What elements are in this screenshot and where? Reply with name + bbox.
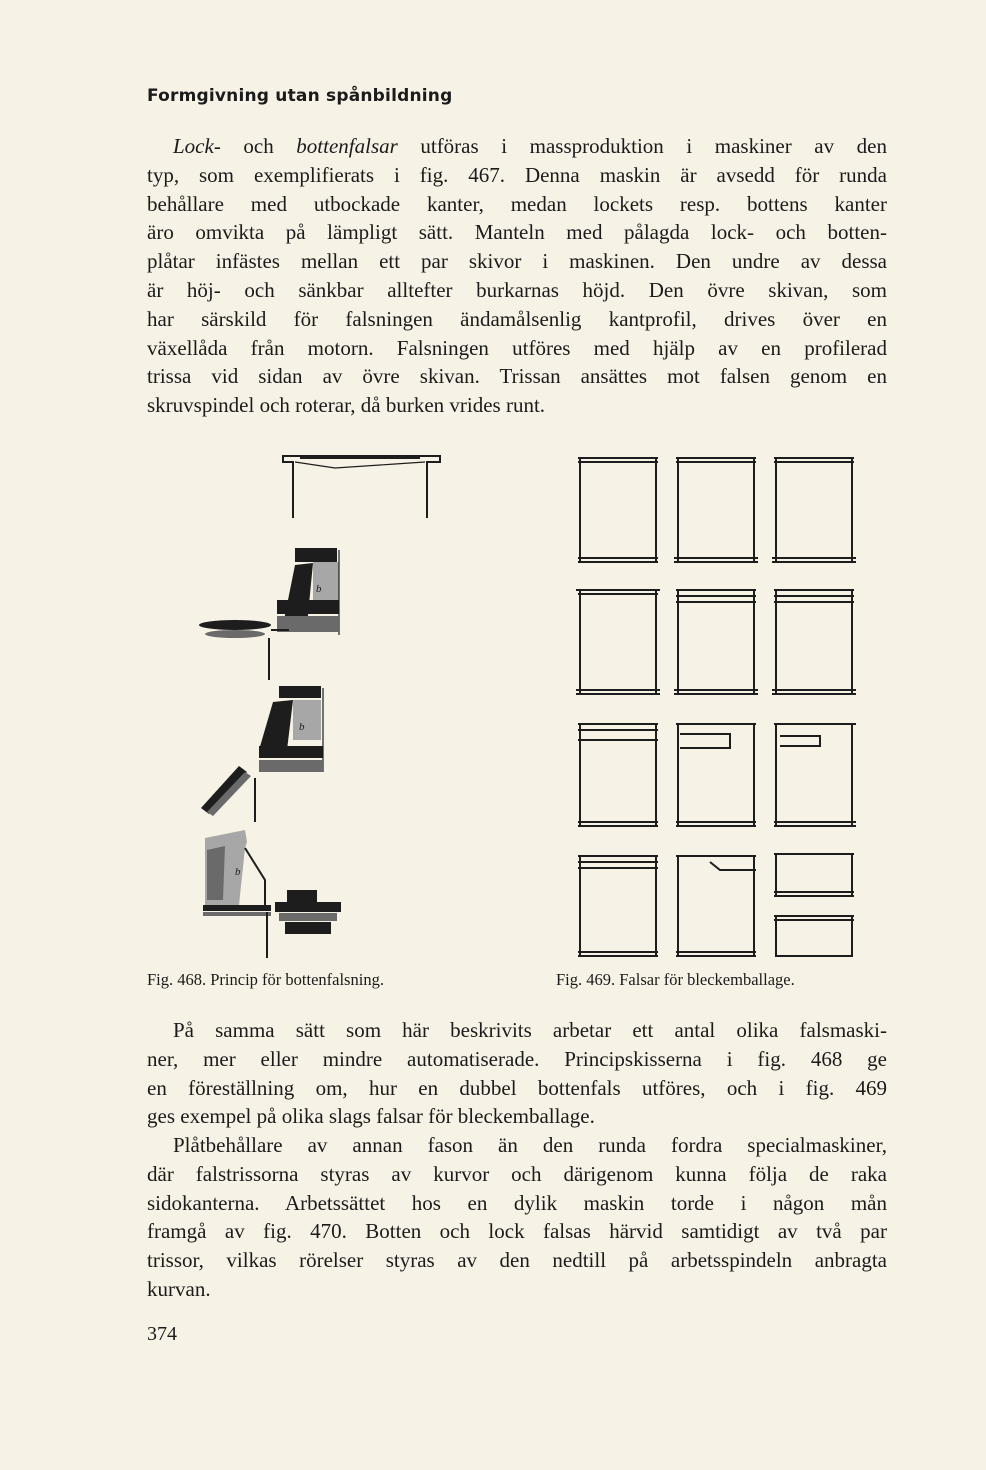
fig468-label-b: b [235, 866, 241, 878]
paragraph-3-line: sidokanterna. Arbetssättet hos en dylik maskin torde i någon mån [147, 1190, 887, 1215]
paragraph-1-line: behållare med utbockade kanter, medan lockets resp. bottens kanter [147, 191, 887, 216]
fig468-stage-3 [203, 830, 341, 958]
paragraph-1-line: plåtar infästes mellan ett par skivor i maskinen. Den undre av dessa [147, 249, 887, 274]
page-number: 374 [147, 1323, 177, 1345]
paragraph-1 [147, 132, 887, 420]
figure-468-drawing [195, 450, 455, 965]
paragraph-1-line: har särskild för falsningen ändamålsenlig kantprofil, drives över en [147, 306, 887, 331]
text-run: utföras i massproduktion i maskiner av den [397, 134, 887, 158]
paragraph-2-line: en föreställning om, hur en dubbel bottenfals utföres, och i fig. 469 [147, 1075, 887, 1100]
paragraph-3-line: framgå av fig. 470. Botten och lock falsas härvid samtidigt av två par [147, 1219, 887, 1244]
paragraph-2 [147, 1016, 887, 1131]
fig469-row-2 [576, 590, 856, 694]
paragraph-2-line: På samma sätt som här beskrivits arbetar ett antal olika falsmaski- [173, 1018, 887, 1042]
fig469-row-1 [578, 458, 856, 562]
italic-term: bottenfalsar [296, 134, 398, 158]
paragraph-1-line: äro omvikta på lämpligt sätt. Manteln med pålagda lock- och botten- [147, 220, 887, 245]
italic-term: Lock- [173, 134, 221, 158]
paragraph-3-line: kurvan. [147, 1276, 211, 1301]
paragraph-3 [147, 1131, 887, 1304]
paragraph-2-line: ges exempel på olika slags falsar för bleckemballage. [147, 1104, 595, 1129]
paragraph-3-line: Plåtbehållare av annan fason än den runda fordra specialmaskiner, [173, 1133, 887, 1157]
fig469-row-4 [578, 854, 854, 956]
running-head: Formgivning utan spånbildning [147, 86, 453, 106]
paragraph-3-line: där falstrissorna styras av kurvor och därigenom kunna följa de raka [147, 1161, 887, 1186]
fig468-stage-2 [201, 686, 323, 822]
text-run: och [220, 134, 297, 158]
paragraph-1-line: växellåda från motorn. Falsningen utföres med hjälp av en profilerad [147, 335, 887, 360]
paragraph-1-line: trissa vid sidan av övre skivan. Trissan ansättes mot falsen genom en [147, 364, 887, 389]
fig468-container-outline [283, 456, 440, 518]
figure-469-caption: Fig. 469. Falsar för bleckemballage. [556, 970, 795, 989]
paragraph-1-line: typ, som exemplifierats i fig. 467. Denna maskin är avsedd för runda [147, 162, 887, 187]
paragraph-1-line: är höj- och sänkbar alltefter burkarnas höjd. Den övre skivan, som [147, 277, 887, 302]
fig468-label-b: b [299, 721, 305, 733]
fig468-label-b: b [316, 583, 322, 595]
figure-469-drawing [570, 450, 865, 962]
paragraph-1-line [147, 132, 887, 161]
fig468-stage-1 [199, 548, 339, 680]
paragraph-2-line: ner, mer eller mindre automatiserade. Principskisserna i fig. 468 ge [147, 1046, 887, 1071]
paragraph-1-line: skruvspindel och roterar, då burken vrides runt. [147, 393, 546, 418]
paragraph-3-line: trissor, vilkas rörelser styras av den nedtill på arbetsspindeln anbragta [147, 1248, 887, 1273]
figure-468-caption: Fig. 468. Princip för bottenfalsning. [147, 970, 384, 989]
fig469-row-3 [578, 724, 856, 826]
